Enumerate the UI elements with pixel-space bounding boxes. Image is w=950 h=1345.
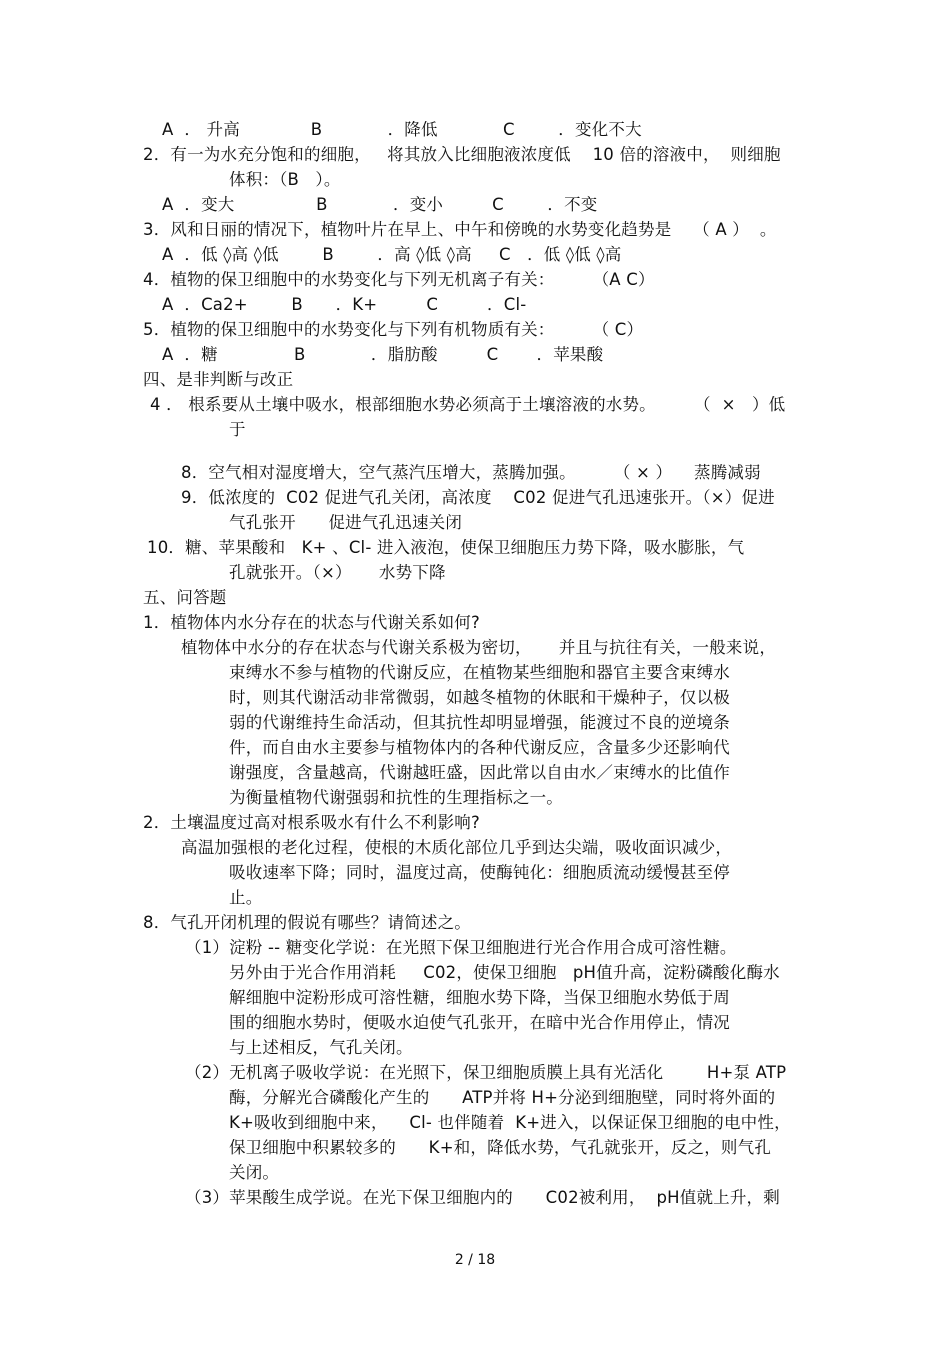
text-line: 4 ． 根系要从土壤中吸水，根部细胞水势必须高于土壤溶液的水势。 （ × ）低 xyxy=(150,395,786,414)
question-line: 2．土壤温度过高对根系吸水有什么不利影响? xyxy=(143,813,480,832)
page-number: 2 / 18 xyxy=(454,1252,496,1268)
text-line: 气孔张开 促进气孔迅速关闭 xyxy=(229,513,463,532)
answer-line: 吸收速率下降；同时，温度过高，使酶钝化：细胞质流动缓慢甚至停 xyxy=(229,863,730,882)
text-line: A ．低 ◊高 ◊低 B ．高 ◊低 ◊高 C ．低 ◊低 ◊高 xyxy=(162,245,622,264)
answer-line: 止。 xyxy=(229,888,263,907)
answer-line: 植物体中水分的存在状态与代谢关系极为密切， 并且与抗往有关，一般来说， xyxy=(181,638,777,657)
text-line: 10．糖、苹果酸和 K+ 、Cl- 进入液泡，使保卫细胞压力势下降，吸水膨胀，气 xyxy=(147,538,745,557)
answer-line: 另外由于光合作用消耗 C02，使保卫细胞 pH值升高，淀粉磷酸化酶水 xyxy=(229,963,780,982)
answer-line: 酶，分解光合磷酸化产生的 ATP并将 H+分泌到细胞壁，同时将外面的 xyxy=(229,1088,776,1107)
answer-line: 高温加强根的老化过程，使根的木质化部位几乎到达尖端，吸收面识减少， xyxy=(181,838,733,857)
text-line: 孔就张开。（×） 水势下降 xyxy=(229,563,446,582)
answer-line: 束缚水不参与植物的代谢反应，在植物某些细胞和器官主要含束缚水 xyxy=(229,663,730,682)
text-line: 体积：（B ）。 xyxy=(229,170,341,189)
answer-line: 关闭。 xyxy=(229,1163,280,1182)
text-line: A ．糖 B ．脂肪酸 C ．苹果酸 xyxy=(162,345,604,364)
answer-line: 谢强度，含量越高，代谢越旺盛，因此常以自由水／束缚水的比值作 xyxy=(229,763,730,782)
answer-line: 弱的代谢维持生命活动，但其抗性却明显增强，能渡过不良的逆境条 xyxy=(229,713,730,732)
text-line: A ．变大 B ．变小 C ．不变 xyxy=(162,195,598,214)
text-line: 8．空气相对湿度增大，空气蒸汽压增大，蒸腾加强。 （ × ） 蒸腾减弱 xyxy=(181,463,761,482)
section-heading: 四、是非判断与改正 xyxy=(143,370,294,389)
answer-line: 时，则其代谢活动非常微弱，如越冬植物的休眠和干燥种子，仅以极 xyxy=(229,688,730,707)
section-heading: 五、问答题 xyxy=(143,588,227,607)
text-line: A ．Ca2+ B ．K+ C ．Cl- xyxy=(162,295,527,314)
answer-line: 围的细胞水势时，便吸水迫使气孔张开，在暗中光合作用停止，情况 xyxy=(229,1013,730,1032)
answer-line: （1）淀粉 -- 糖变化学说：在光照下保卫细胞进行光合作用合成可溶性糖。 xyxy=(185,938,737,957)
answer-line: 解细胞中淀粉形成可溶性糖，细胞水势下降，当保卫细胞水势低于周 xyxy=(229,988,730,1007)
question-line: 8．气孔开闭机理的假说有哪些？请简述之。 xyxy=(143,913,471,932)
question-line: 1．植物体内水分存在的状态与代谢关系如何? xyxy=(143,613,480,632)
text-line: 9．低浓度的 C02 促进气孔关闭，高浓度 C02 促进气孔迅速张开。（×）促进 xyxy=(181,488,775,507)
answer-line: （3）苹果酸生成学说。在光下保卫细胞内的 C02被利用， pH值就上升，剩 xyxy=(185,1188,780,1207)
answer-line: 件，而自由水主要参与植物体内的各种代谢反应，含量多少还影响代 xyxy=(229,738,730,757)
answer-line: 与上述相反，气孔关闭。 xyxy=(229,1038,413,1057)
text-line: 2．有一为水充分饱和的细胞， 将其放入比细胞液浓度低 10 倍的溶液中， 则细胞 xyxy=(143,145,781,164)
answer-line: （2）无机离子吸收学说：在光照下，保卫细胞质膜上具有光活化 H+泵 ATP xyxy=(185,1063,787,1082)
answer-line: 为衡量植物代谢强弱和抗性的生理指标之一。 xyxy=(229,788,563,807)
text-line: 5．植物的保卫细胞中的水势变化与下列有机物质有关： （ C） xyxy=(143,320,644,339)
answer-line: 保卫细胞中积累较多的 K+和，降低水势，气孔就张开，反之，则气孔 xyxy=(229,1138,772,1157)
text-line: A ． 升高 B ．降低 C ．变化不大 xyxy=(162,120,642,139)
text-line: 于 xyxy=(229,420,246,439)
text-line: 3．风和日丽的情况下，植物叶片在早上、中午和傍晚的水势变化趋势是 （ A ） 。 xyxy=(143,220,777,239)
answer-line: K+吸收到细胞中来， Cl- 也伴随着 K+进入，以保证保卫细胞的电中性， xyxy=(229,1113,791,1132)
text-line: 4．植物的保卫细胞中的水势变化与下列无机离子有关： （A C） xyxy=(143,270,655,289)
